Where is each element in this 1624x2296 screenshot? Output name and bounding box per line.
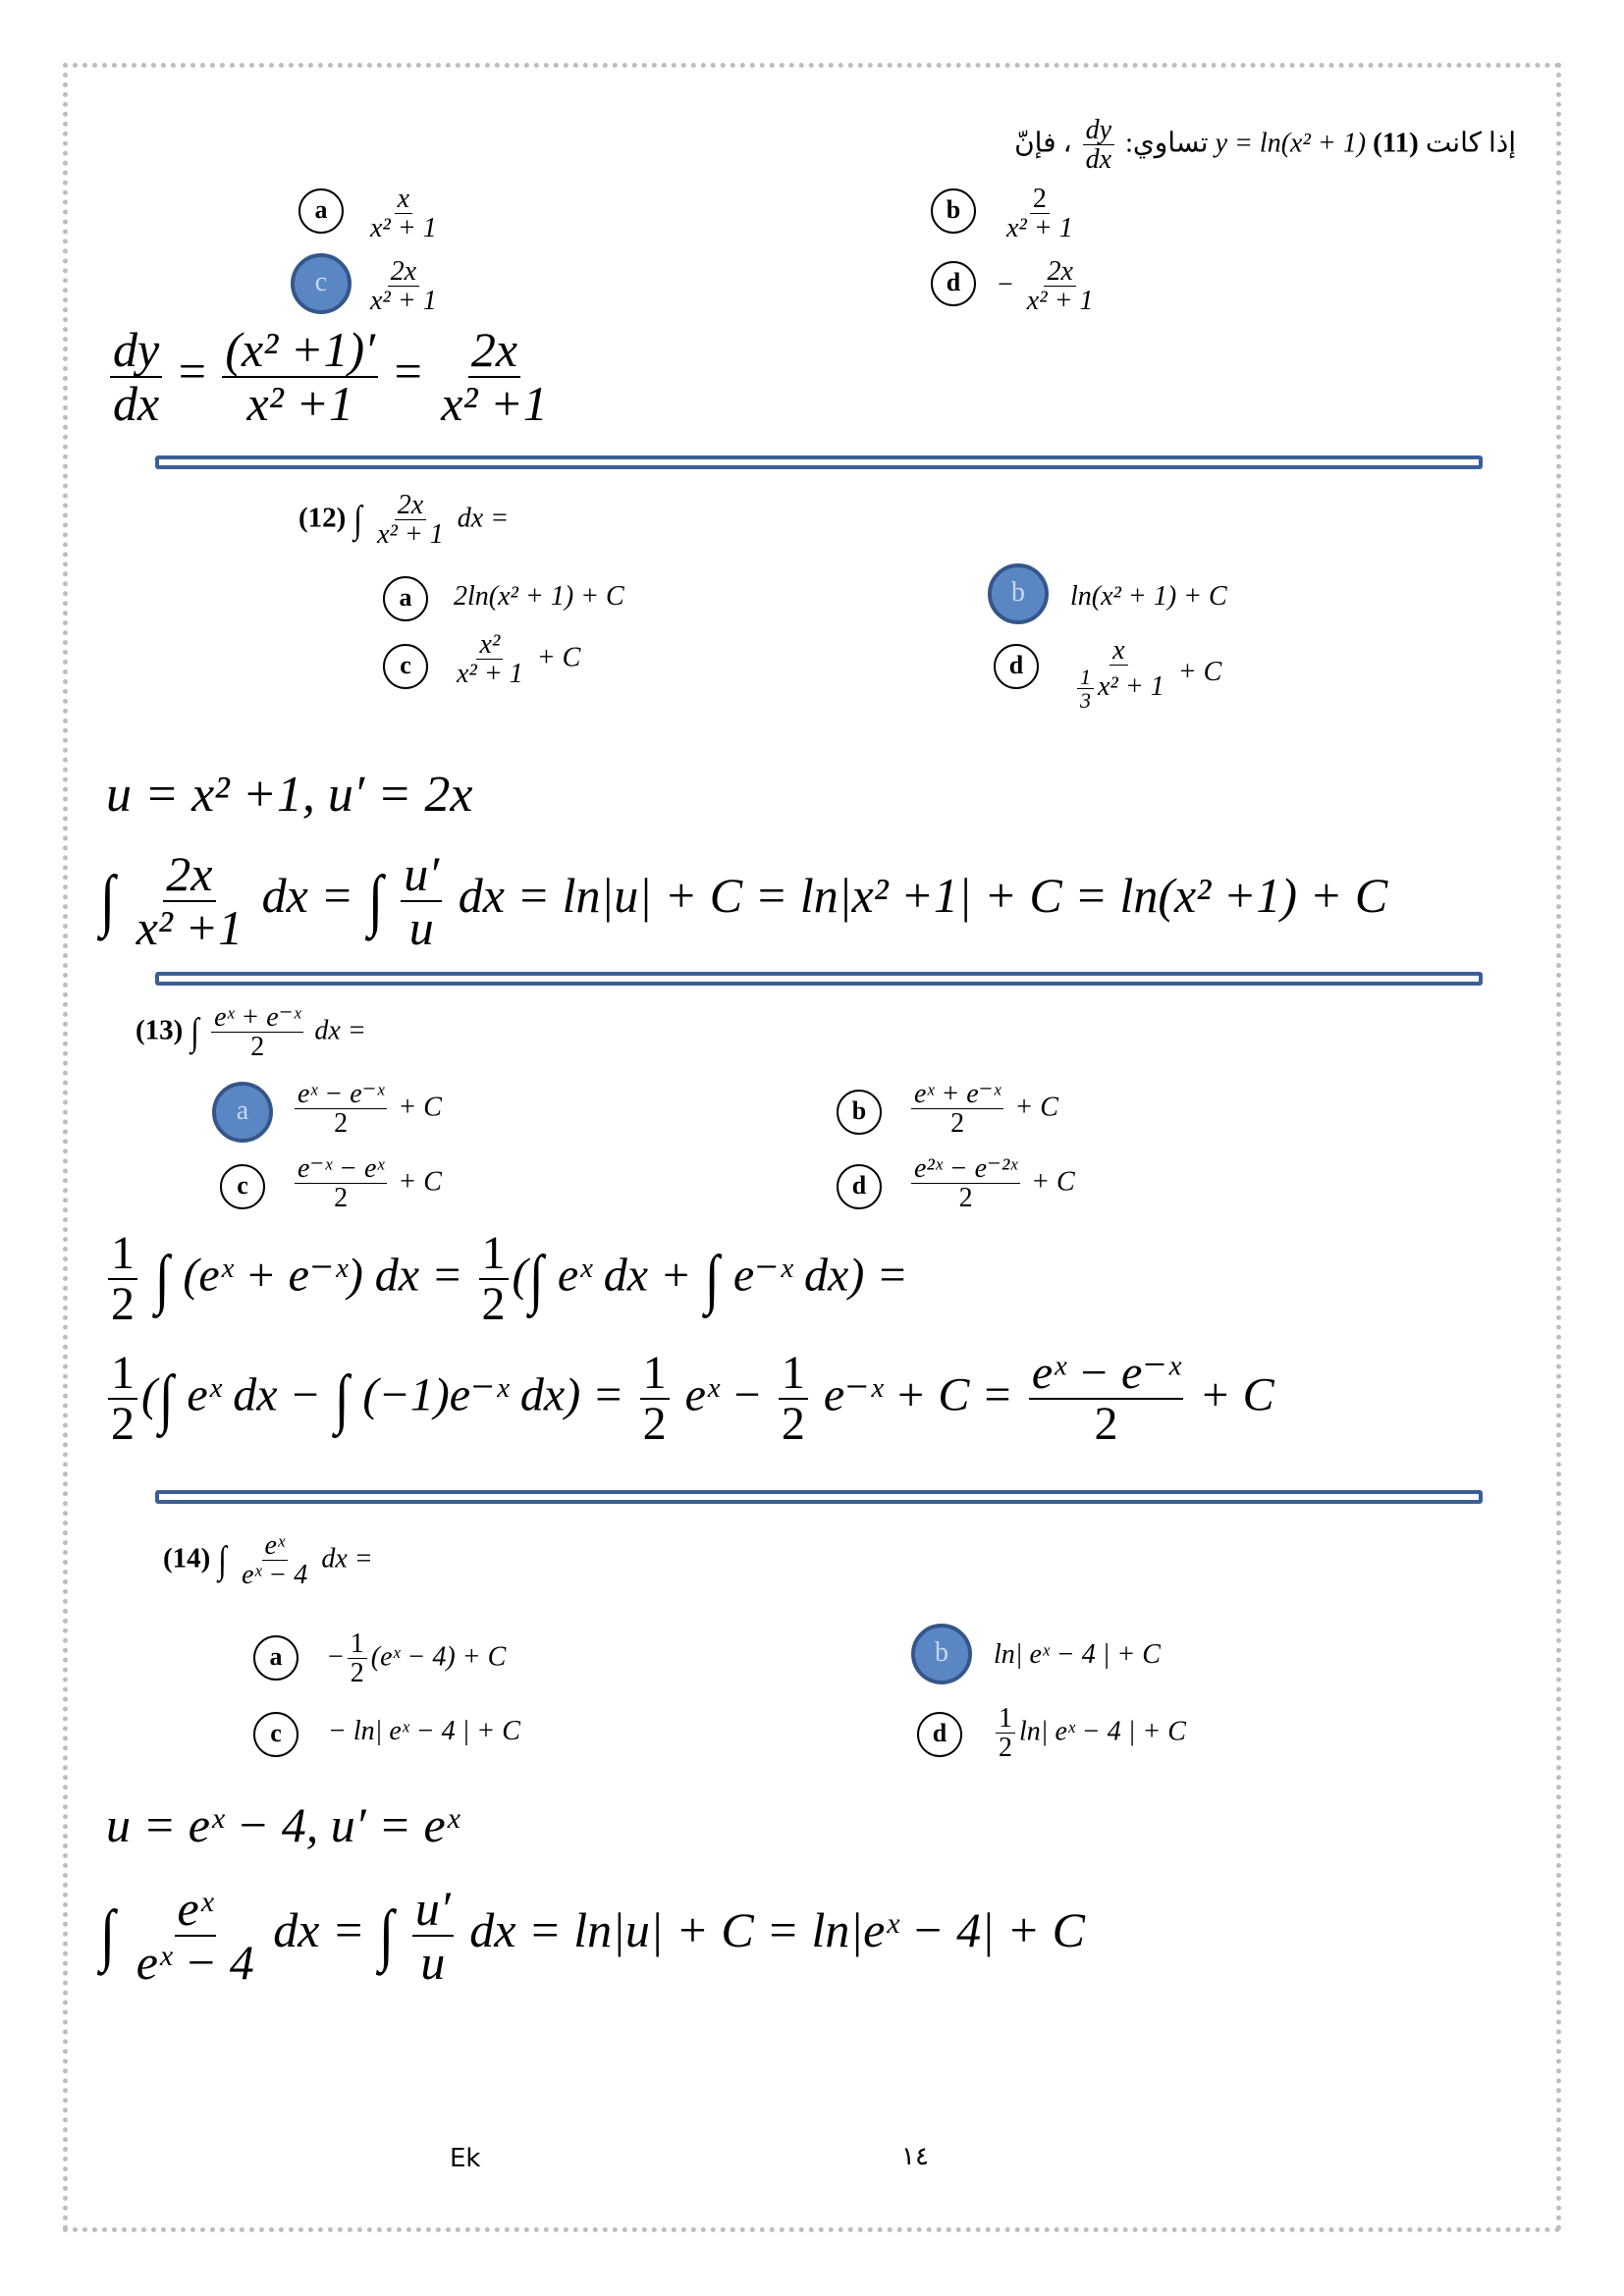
q12-option-b-marker-selected[interactable]: b bbox=[988, 563, 1049, 624]
q11-sol-lhs-num: dy bbox=[110, 324, 162, 378]
q14-sol-frac-2 bbox=[412, 1883, 454, 1988]
q13-option-b-den: 2 bbox=[950, 1108, 965, 1140]
q12-option-d-tail: + C bbox=[1177, 657, 1222, 688]
q14-option-d-marker[interactable]: d bbox=[917, 1712, 962, 1757]
q14-sol-frac-1 bbox=[134, 1883, 257, 1988]
q14-sol-dx-1: dx = bbox=[273, 1901, 365, 1957]
q14-option-a-sign: − bbox=[328, 1641, 344, 1673]
q13-option-b-tail: + C bbox=[1014, 1092, 1058, 1123]
q13-sol-half-4-den: 2 bbox=[642, 1398, 667, 1451]
q12-option-c-den: x² + 1 bbox=[457, 659, 523, 690]
q12-option-c-num: x² bbox=[476, 630, 503, 660]
q13-solution-line-1 bbox=[104, 1229, 908, 1330]
q14-stem-num: eˣ bbox=[262, 1531, 288, 1561]
q12-option-d-den-rest: x² + 1 bbox=[1098, 671, 1164, 703]
q14-option-c[interactable]: − ln| eˣ − 4 | + C bbox=[328, 1716, 520, 1746]
q13-option-c[interactable] bbox=[291, 1154, 442, 1213]
q14-sol-frac-2-den: u bbox=[420, 1934, 446, 1990]
q13-sol-result-den: 2 bbox=[1094, 1398, 1118, 1451]
q13-label: (13) bbox=[135, 1014, 184, 1046]
q13-option-b-frac bbox=[911, 1080, 1003, 1139]
q13-stem-frac bbox=[211, 1003, 303, 1062]
q12-sol-tail: dx = ln|u| + C = ln|x² +1| + C = ln(x² +1) + C bbox=[458, 867, 1388, 923]
q13-sol-half-3-num: 1 bbox=[108, 1349, 137, 1400]
q11-sol-lhs-den: dx bbox=[113, 375, 160, 431]
q13-option-b-marker[interactable]: b bbox=[837, 1090, 882, 1135]
q11-stem-arabic-3: تساوي: bbox=[1125, 128, 1209, 159]
q11-option-c-den: x² + 1 bbox=[370, 286, 437, 317]
q13-sol-line2-tail: + C bbox=[1199, 1368, 1274, 1421]
q11-label: (11) bbox=[1373, 127, 1419, 159]
q14-option-d-den: 2 bbox=[999, 1733, 1012, 1764]
q13-option-a-marker-selected[interactable]: a bbox=[212, 1082, 273, 1143]
q12-label: (12) bbox=[298, 502, 347, 534]
q12-option-d-num: x bbox=[1110, 636, 1127, 666]
q13-integral-sign: ∫ bbox=[190, 1011, 200, 1054]
q14-option-a-marker[interactable]: a bbox=[253, 1635, 298, 1681]
q12-sol-integral-1: ∫ bbox=[99, 862, 116, 938]
q14-sol-frac-2-num: u′ bbox=[412, 1883, 454, 1937]
q11-option-b-num: 2 bbox=[1030, 185, 1050, 214]
q14-option-a-num: 1 bbox=[348, 1629, 367, 1659]
q11-option-a-num: x bbox=[395, 185, 412, 214]
q12-option-a-marker[interactable]: a bbox=[383, 576, 428, 621]
q13-option-d-marker[interactable]: d bbox=[837, 1164, 882, 1209]
q12-stem-frac bbox=[374, 491, 447, 550]
q13-sol-half-4-num: 1 bbox=[640, 1349, 670, 1400]
q11-option-c-frac bbox=[367, 257, 440, 316]
q11-stem-derivative bbox=[1083, 116, 1114, 175]
q14-option-c-marker[interactable]: c bbox=[253, 1712, 298, 1757]
q13-sol-line2-c: (−1)e⁻ˣ dx) = bbox=[362, 1368, 624, 1421]
q13-option-d-den: 2 bbox=[958, 1183, 973, 1214]
q13-sol-line2-e: e⁻ˣ + C = bbox=[823, 1368, 1013, 1421]
q12-sol-frac-1-den: x² +1 bbox=[135, 899, 244, 955]
q11-option-b-frac bbox=[1003, 185, 1076, 243]
q13-sol-half-4 bbox=[640, 1349, 670, 1450]
q13-sol-half-1 bbox=[108, 1229, 137, 1330]
q12-solution-line-1: u = x² +1, u′ = 2x bbox=[106, 767, 473, 823]
q11-option-a-den: x² + 1 bbox=[370, 213, 437, 244]
q12-option-d-inner-frac bbox=[1077, 666, 1094, 712]
q14-option-d-frac bbox=[996, 1704, 1015, 1763]
q13-sol-integral-1: ∫ bbox=[154, 1242, 170, 1316]
q13-sol-half-1-den: 2 bbox=[111, 1278, 135, 1331]
q14-option-d-tail: ln| eˣ − 4 | + C bbox=[1019, 1716, 1186, 1747]
q11-stem-dy: dy bbox=[1083, 116, 1114, 145]
q12-stem bbox=[298, 491, 509, 550]
q11-option-d-frac bbox=[1024, 257, 1097, 316]
q13-option-a[interactable] bbox=[291, 1080, 442, 1139]
q11-option-d-sign: − bbox=[998, 269, 1013, 300]
q12-sol-frac-2 bbox=[401, 848, 442, 953]
q13-option-a-num: eˣ − e⁻ˣ bbox=[295, 1080, 387, 1109]
q13-sol-result-num: eˣ − e⁻ˣ bbox=[1029, 1349, 1183, 1400]
q13-option-c-num: e⁻ˣ − eˣ bbox=[295, 1154, 387, 1184]
q14-option-a-den: 2 bbox=[350, 1658, 364, 1689]
q13-sol-line2-a: ( bbox=[141, 1368, 157, 1421]
divider-2 bbox=[155, 972, 1483, 986]
q11-option-c-marker-selected[interactable]: c bbox=[291, 253, 352, 314]
q11-option-d[interactable] bbox=[998, 257, 1101, 316]
q13-option-a-den: 2 bbox=[334, 1108, 349, 1140]
q14-stem-den: eˣ − 4 bbox=[242, 1560, 308, 1591]
q12-stem-den: x² + 1 bbox=[377, 519, 444, 551]
q14-sol-tail: dx = ln|u| + C = ln|eˣ − 4| + C bbox=[469, 1901, 1085, 1957]
q13-option-d[interactable] bbox=[907, 1154, 1075, 1213]
q14-sol-frac-1-num: eˣ bbox=[175, 1883, 216, 1937]
q14-option-b[interactable]: ln| eˣ − 4 | + C bbox=[994, 1639, 1161, 1670]
divider-3 bbox=[155, 1490, 1483, 1504]
q13-option-c-tail: + C bbox=[398, 1166, 442, 1198]
q13-option-c-frac bbox=[295, 1154, 387, 1213]
q11-option-c-num: 2x bbox=[388, 257, 419, 287]
q13-option-d-frac bbox=[911, 1154, 1020, 1213]
q12-option-a[interactable]: 2ln(x² + 1) + C bbox=[454, 581, 624, 612]
q13-sol-integral-3: ∫ bbox=[705, 1242, 721, 1316]
q12-option-d-inner-num: 1 bbox=[1077, 666, 1094, 689]
divider-1 bbox=[155, 455, 1483, 469]
q13-option-d-tail: + C bbox=[1031, 1166, 1075, 1198]
q14-option-a-tail: (eˣ − 4) + C bbox=[370, 1641, 507, 1673]
q14-stem-frac bbox=[239, 1531, 310, 1590]
q13-option-b-num: eˣ + e⁻ˣ bbox=[911, 1080, 1003, 1109]
q14-option-b-marker-selected[interactable]: b bbox=[911, 1624, 972, 1684]
q11-solution bbox=[106, 324, 555, 429]
q13-solution-line-2 bbox=[104, 1349, 1274, 1450]
q11-stem-dx: dx bbox=[1085, 144, 1112, 176]
q11-option-a-marker[interactable]: a bbox=[298, 188, 344, 234]
q13-sol-half-2-num: 1 bbox=[479, 1229, 509, 1280]
q11-sol-lhs bbox=[110, 324, 162, 429]
q13-sol-line1-d: e⁻ˣ dx) = bbox=[732, 1249, 908, 1302]
q14-option-a[interactable] bbox=[328, 1629, 506, 1688]
q14-solution-line-1: u = eˣ − 4, u′ = eˣ bbox=[106, 1797, 460, 1852]
q13-option-d-num: e²ˣ − e⁻²ˣ bbox=[911, 1154, 1020, 1184]
q13-sol-half-2-den: 2 bbox=[481, 1278, 506, 1331]
q11-stem bbox=[1014, 116, 1516, 175]
q12-option-c-frac bbox=[454, 630, 526, 689]
q13-sol-half-3-den: 2 bbox=[111, 1398, 135, 1451]
q14-stem-tail: dx = bbox=[321, 1543, 373, 1575]
q12-sol-frac-2-num: u′ bbox=[401, 848, 442, 902]
q14-option-d-num: 1 bbox=[996, 1704, 1015, 1734]
q14-sol-integral-2: ∫ bbox=[379, 1896, 395, 1973]
q11-option-b[interactable] bbox=[1000, 185, 1080, 243]
q11-option-d-den: x² + 1 bbox=[1026, 286, 1094, 317]
q12-option-d-inner-den: 3 bbox=[1080, 688, 1091, 714]
q11-sol-mid bbox=[222, 324, 378, 429]
q12-stem-num: 2x bbox=[395, 491, 426, 520]
q13-option-c-marker[interactable]: c bbox=[220, 1164, 265, 1209]
q11-option-d-marker[interactable]: d bbox=[931, 261, 976, 306]
q13-sol-line2-b: eˣ dx − bbox=[187, 1368, 321, 1421]
q13-option-a-frac bbox=[295, 1080, 387, 1139]
q13-option-c-den: 2 bbox=[334, 1183, 349, 1214]
q13-sol-half-5-num: 1 bbox=[779, 1349, 808, 1400]
q11-stem-arabic-1: إذا كانت bbox=[1425, 128, 1516, 159]
q11-option-b-den: x² + 1 bbox=[1006, 213, 1073, 244]
q12-option-d[interactable] bbox=[1066, 636, 1221, 713]
q11-sol-rhs-num: 2x bbox=[468, 324, 520, 378]
q11-option-b-marker[interactable]: b bbox=[931, 188, 976, 234]
q12-option-c[interactable] bbox=[450, 630, 580, 689]
q11-stem-math: y = ln(x² + 1) bbox=[1215, 128, 1367, 159]
q12-stem-tail: dx = bbox=[457, 503, 510, 534]
q11-option-d-num: 2x bbox=[1044, 257, 1075, 287]
q13-sol-result-frac bbox=[1029, 1349, 1183, 1450]
q11-sol-mid-num: (x² +1)′ bbox=[222, 324, 378, 378]
q14-solution-line-2 bbox=[98, 1883, 1085, 1988]
q13-sol-half-5 bbox=[779, 1349, 808, 1450]
q13-sol-half-2 bbox=[479, 1229, 509, 1330]
q12-sol-frac-2-den: u bbox=[408, 899, 434, 955]
q14-label: (14) bbox=[163, 1542, 211, 1575]
q13-option-b[interactable] bbox=[907, 1080, 1058, 1139]
q13-sol-half-5-den: 2 bbox=[781, 1398, 805, 1451]
q14-stem bbox=[163, 1531, 373, 1590]
q13-stem-den: 2 bbox=[250, 1032, 265, 1063]
q13-sol-integral-2: ∫ bbox=[529, 1242, 545, 1316]
q12-solution-line-2 bbox=[98, 848, 1387, 953]
q12-option-b[interactable]: ln(x² + 1) + C bbox=[1070, 581, 1227, 612]
q12-option-d-marker[interactable]: d bbox=[994, 644, 1039, 689]
q12-option-c-tail: + C bbox=[536, 642, 581, 673]
q14-option-a-frac bbox=[348, 1629, 367, 1688]
q14-sol-frac-1-den: eˣ − 4 bbox=[135, 1934, 254, 1990]
q11-sol-eq-1: = bbox=[178, 343, 206, 399]
q13-sol-half-1-num: 1 bbox=[108, 1229, 137, 1280]
q11-sol-mid-den: x² +1 bbox=[246, 375, 353, 431]
q14-option-d[interactable] bbox=[992, 1704, 1186, 1763]
q11-sol-rhs bbox=[438, 324, 550, 429]
q11-stem-arabic-2: ، فإنّ bbox=[1014, 128, 1072, 159]
q12-sol-dx-1: dx = bbox=[261, 867, 354, 923]
q11-sol-eq-2: = bbox=[394, 343, 422, 399]
q14-sol-integral-1: ∫ bbox=[99, 1896, 116, 1973]
q13-stem bbox=[135, 1003, 366, 1062]
q13-option-a-tail: + C bbox=[398, 1092, 442, 1123]
q13-sol-line1-c: eˣ dx + bbox=[557, 1249, 692, 1302]
q13-stem-tail: dx = bbox=[314, 1015, 366, 1046]
q12-sol-frac-1-num: 2x bbox=[163, 848, 215, 902]
q11-option-c[interactable] bbox=[363, 257, 444, 316]
q13-stem-num: eˣ + e⁻ˣ bbox=[211, 1003, 303, 1033]
q11-option-a-frac bbox=[367, 185, 440, 243]
q12-option-d-frac bbox=[1070, 636, 1167, 713]
q12-sol-integral-2: ∫ bbox=[367, 862, 383, 938]
q12-sol-frac-1 bbox=[134, 848, 245, 953]
q13-sol-half-3 bbox=[108, 1349, 137, 1450]
q13-sol-line2-d: eˣ − bbox=[684, 1368, 763, 1421]
q14-integral-sign: ∫ bbox=[218, 1539, 228, 1582]
q11-option-a[interactable] bbox=[363, 185, 444, 243]
q13-sol-integral-5: ∫ bbox=[334, 1362, 350, 1436]
q11-sol-rhs-den: x² +1 bbox=[441, 375, 548, 431]
q13-sol-line1-a: (eˣ + e⁻ˣ) dx = bbox=[183, 1249, 463, 1302]
q12-option-d-den bbox=[1070, 666, 1167, 712]
q13-sol-integral-4: ∫ bbox=[158, 1362, 174, 1436]
q13-sol-line1-b: ( bbox=[512, 1249, 528, 1302]
q12-option-c-marker[interactable]: c bbox=[383, 644, 428, 689]
page-number: ١٤ bbox=[901, 2142, 929, 2171]
footer-left-text: Ek bbox=[450, 2144, 481, 2173]
q12-integral-sign: ∫ bbox=[353, 499, 363, 542]
